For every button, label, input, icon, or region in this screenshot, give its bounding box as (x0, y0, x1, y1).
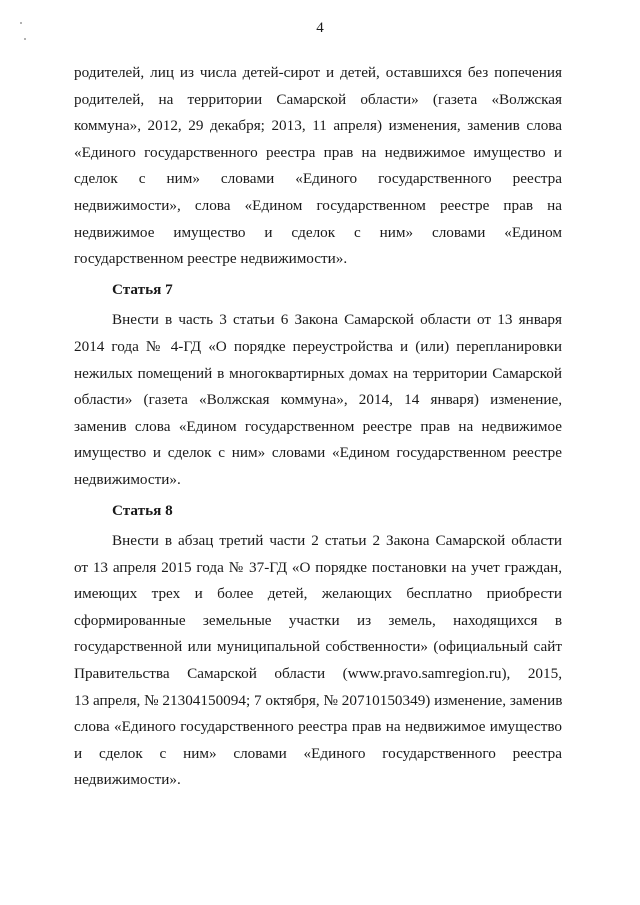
text-line: государственной или муниципальной собственности» (официальный сайт (74, 638, 562, 656)
text-line: недвижимое имущество и сделок с ним» словами «Едином (74, 223, 562, 241)
text-line: родителей, лиц из числа детей-сирот и детей, оставшихся без попечения (74, 64, 562, 81)
article-8-heading: Статья 8 (112, 501, 173, 519)
text-line: недвижимости», слова «Едином государственном реестре прав на (74, 196, 562, 214)
document-body (74, 60, 562, 794)
text-line: слова «Единого государственного реестра прав на недвижимое имущество (74, 718, 562, 736)
article-7-heading: Статья 7 (112, 280, 173, 298)
text-line: от 13 апреля 2015 года № 37-ГД «О порядке постановки на учет граждан, (74, 558, 562, 576)
article-8-text (74, 528, 562, 794)
paragraph-continuation (74, 60, 562, 273)
text-line: 2014 года № 4-ГД «О порядке переустройства и (или) перепланировки (74, 337, 562, 355)
text-line: родителей, на территории Самарской области» (газета «Волжская (74, 90, 562, 108)
text-line: нежилых помещений в многоквартирных домах на территории Самарской (74, 364, 562, 382)
page-number: 4 (316, 20, 324, 36)
text-line: имеющих трех и более детей, желающих бесплатно приобрести (74, 585, 562, 603)
text-line: Правительства Самарской области (www.pravo.samregion.ru), 2015, (74, 665, 562, 683)
text-line: «Единого государственного реестра прав на недвижимое имущество и (74, 143, 562, 161)
scan-speck (24, 38, 26, 40)
text-line: имущество и сделок с ним» словами «Едином государственном реестре (74, 444, 562, 462)
text-line: недвижимости». (74, 771, 181, 789)
text-line: государственном реестре недвижимости». (74, 250, 348, 268)
text-line: области» (газета «Волжская коммуна», 2014, 14 января) изменение, (74, 391, 562, 409)
text-line: недвижимости». (74, 470, 181, 488)
text-line: и сделок с ним» словами «Единого государственного реестра (74, 744, 562, 762)
article-7-text (74, 307, 562, 493)
text-line: коммуна», 2012, 29 декабря; 2013, 11 апреля) изменения, заменив слова (74, 117, 562, 135)
text-line: 13 апреля, № 21304150094; 7 октября, № 20710150349) изменение, заменив (74, 691, 563, 709)
text-line: Внести в часть 3 статьи 6 Закона Самарской области от 13 января (112, 311, 562, 329)
text-line: сделок с ним» словами «Единого государственного реестра (74, 170, 562, 188)
text-line: Внести в абзац третий части 2 статьи 2 Закона Самарской области (112, 532, 562, 550)
text-line: заменив слова «Едином государственном реестре прав на недвижимое (74, 417, 562, 435)
text-line: сформированные земельные участки из земель, находящихся в (74, 611, 562, 629)
